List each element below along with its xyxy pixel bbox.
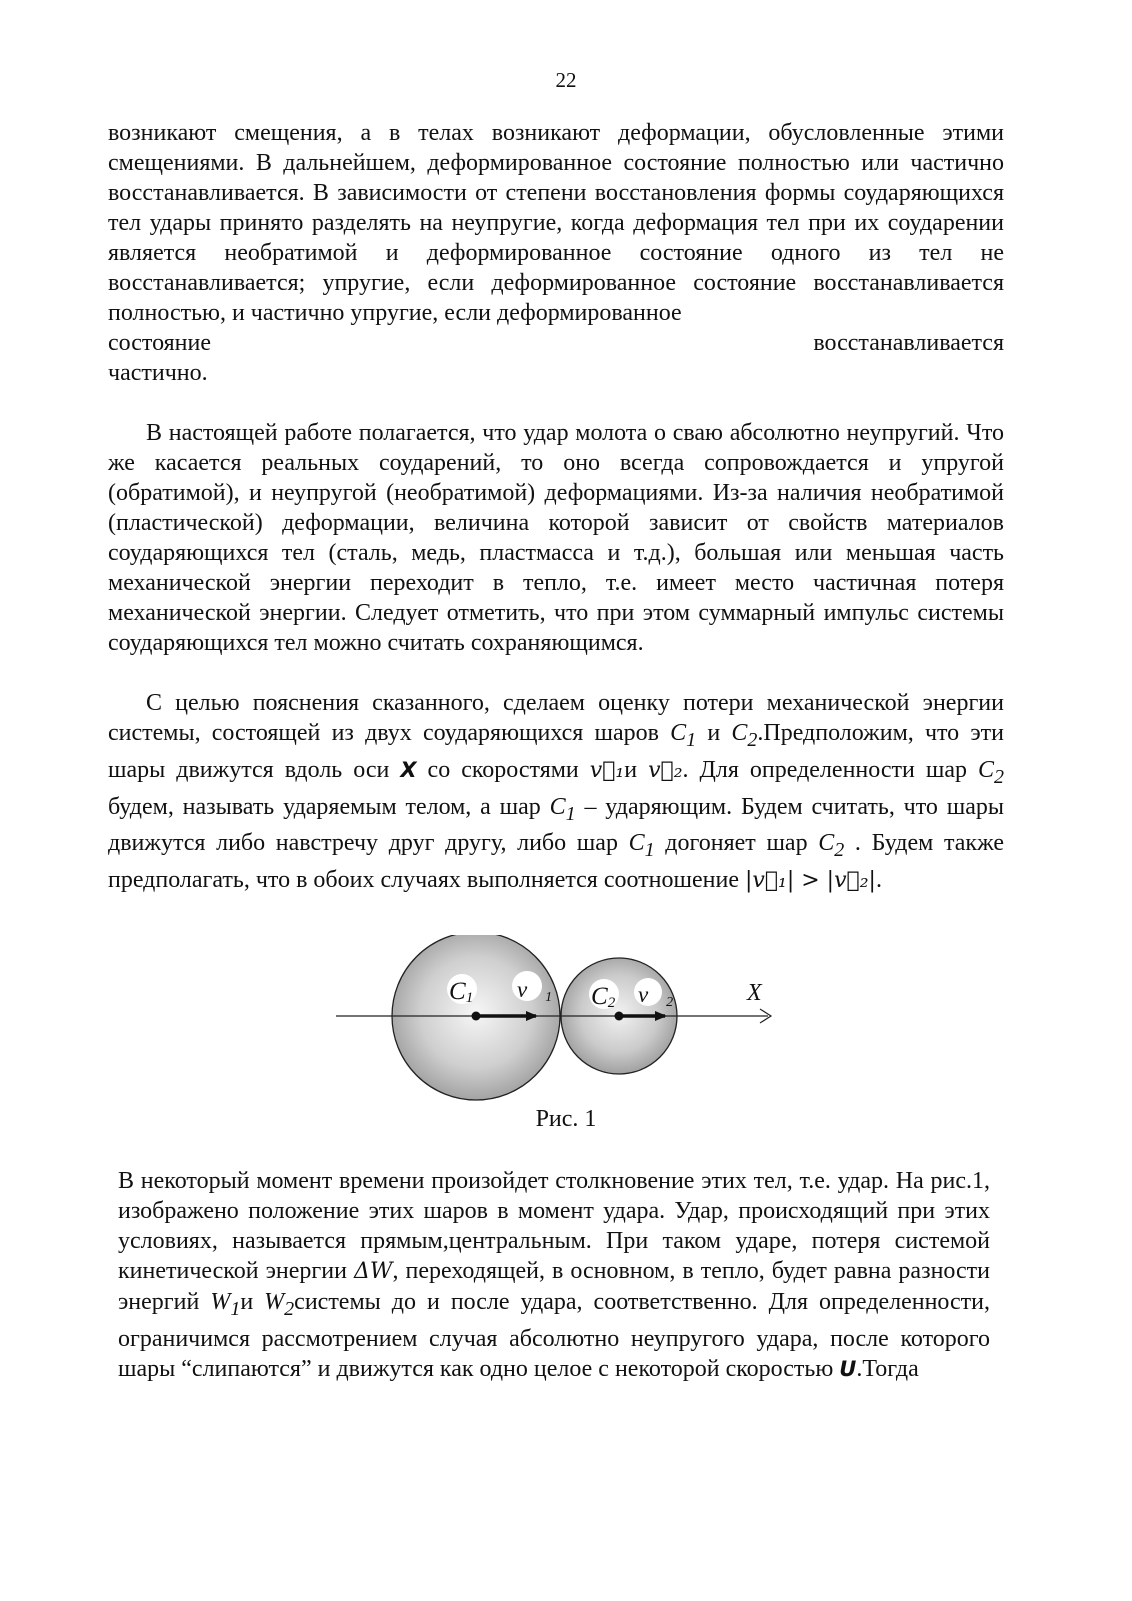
- p3-text-9: догоняет шар: [654, 830, 819, 857]
- ball-c1b-sub: 1: [565, 802, 576, 825]
- energy-w1-label: [210, 1289, 241, 1320]
- p3-text-7: будем, называть ударяемым телом, а шар: [108, 793, 550, 820]
- ball-c1-label-c: [628, 830, 655, 862]
- p4-text-2: , переходящей, в основном, в тепло, будет равна разности энергий: [118, 1258, 990, 1315]
- paragraph-1-text: возникают смещения, а в телах возникают деформации, обусловленные этими смещениями. В дальнейшем, деформированное состояние полностью или частично восстанавливается. В зависимости от степени восстановления формы соударяющихся тел удары принято разделять на неупругие, когда деформация тел при их соударении является необратимой и деформированное состояние одного из тел не восстанавливается; упругие, если деформированное состояние восстанавливается полностью, и частично упругие, если деформированное: [108, 120, 1004, 326]
- ball-c2b-sub: 2: [994, 765, 1004, 788]
- paragraph-1-line-c: частично.: [108, 360, 208, 386]
- ball-c1c-letter: C: [628, 830, 645, 857]
- energy-w1-sub: 1: [230, 1297, 241, 1320]
- ball-c1-sub: 1: [686, 728, 697, 751]
- fig-label-v2: v⃗2: [638, 982, 674, 1010]
- velocity-v1-symbol: v⃗₁: [589, 757, 625, 783]
- paragraph-2: В настоящей работе полагается, что удар молота о сваю абсолютно неупругий. Что же касается реальных соударений, то оно всегда сопровождается и упругой (обратимой), и неупругой (необратимой) деформациями. Из-за наличия необратимой (пластической) деформации, величина которой зависит от свойств материалов соударяющихся тел (сталь, медь, пластмасса и т.д.), большая или меньшая часть механической энергии переходит в тепло, т.е. имеет место частичная потеря механической энергии. Следует отметить, что при этом суммарный импульс системы соударяющихся тел можно считать сохраняющимся.: [108, 420, 1004, 656]
- figure-caption: Рис. 1: [535, 1106, 597, 1132]
- fig-label-v1: v⃗1: [517, 977, 553, 1005]
- p3-text-3: .Предположим, что эти шары движутся вдоль оси: [108, 720, 1004, 783]
- paragraph-1-line-b: восстанавливается: [813, 330, 1004, 356]
- velocity-u-symbol: U: [839, 1356, 857, 1381]
- p3-text-11: .: [875, 867, 882, 894]
- ball-c1-letter: C: [670, 720, 687, 746]
- p3-text-6: . Для определенности шар: [682, 756, 978, 783]
- energy-w2-letter: W: [264, 1289, 285, 1315]
- axis-x-symbol: X: [400, 757, 417, 782]
- paragraph-1: [108, 118, 1004, 388]
- p3-text-4: со скоростями: [416, 756, 590, 783]
- delta-w-symbol: ΔW: [353, 1259, 393, 1284]
- energy-w1-letter: W: [210, 1289, 231, 1315]
- ball-c1c-sub: 1: [644, 839, 655, 862]
- p4-text-5: .Тогда: [856, 1355, 919, 1382]
- paragraph-3: [108, 688, 1004, 896]
- figure-collision: [330, 935, 790, 1105]
- ball-c1-label-b: [549, 793, 576, 825]
- energy-w2-label: [264, 1289, 295, 1320]
- ball-c2-label: [731, 720, 758, 751]
- paragraph-4: [118, 1166, 990, 1384]
- p3-text-2: и: [696, 720, 732, 746]
- ball-c1-label: [670, 720, 697, 751]
- p4-text-4: системы до и после удара, соответственно. Для определенности, ограничимся рассмотрением случая абсолютно неупругого удара, после которого шары “слипаются” и движутся как одно целое с некоторой скоростью: [118, 1289, 990, 1382]
- energy-w2-sub: 2: [284, 1297, 295, 1320]
- p3-text-8: – ударяющим. Будем считать, что шары движутся либо навстречу друг другу, либо шар: [108, 793, 1004, 857]
- ball-c2c-sub: 2: [834, 839, 845, 862]
- p4-text-1: В некоторый момент времени произойдет столкновение этих тел, т.е. удар. На рис.1, изображено положение этих шаров в момент удара. Удар, происходящий при этих условиях, называется прямым,центральным. При таком ударе, потеря системой кинетической энергии: [118, 1168, 990, 1284]
- ball-c2-letter: C: [731, 720, 748, 746]
- p3-text-5: и: [624, 756, 649, 783]
- velocity-v2-symbol: v⃗₂: [648, 757, 683, 783]
- p3-text-1: С целью пояснения сказанного, сделаем оценку потери механической энергии системы, состоящей из двух соударяющихся шаров: [108, 690, 1004, 746]
- page-number: 22: [555, 68, 577, 92]
- fig-label-c1: C1: [449, 978, 474, 1006]
- velocity-relation: |v⃗₁| > |v⃗₂|: [744, 868, 876, 894]
- ball-c2-label-b: [977, 756, 1004, 788]
- ball-c2-sub: 2: [747, 728, 758, 751]
- fig-axis-label: X: [747, 980, 762, 1006]
- p4-text-3: и: [240, 1289, 265, 1315]
- ball-c2c-letter: C: [818, 830, 835, 857]
- ball-c2b-letter: C: [977, 756, 994, 783]
- fig-label-c2: C2: [591, 983, 616, 1011]
- ball-c2-label-c: [818, 830, 845, 862]
- collision-diagram: [330, 935, 790, 1105]
- ball-c1b-letter: C: [549, 793, 566, 820]
- paragraph-1-line-a: состояние: [108, 330, 211, 356]
- p3-text-10: . Будем также предполагать, что в обоих случаях выполняется соотношение: [108, 830, 1004, 894]
